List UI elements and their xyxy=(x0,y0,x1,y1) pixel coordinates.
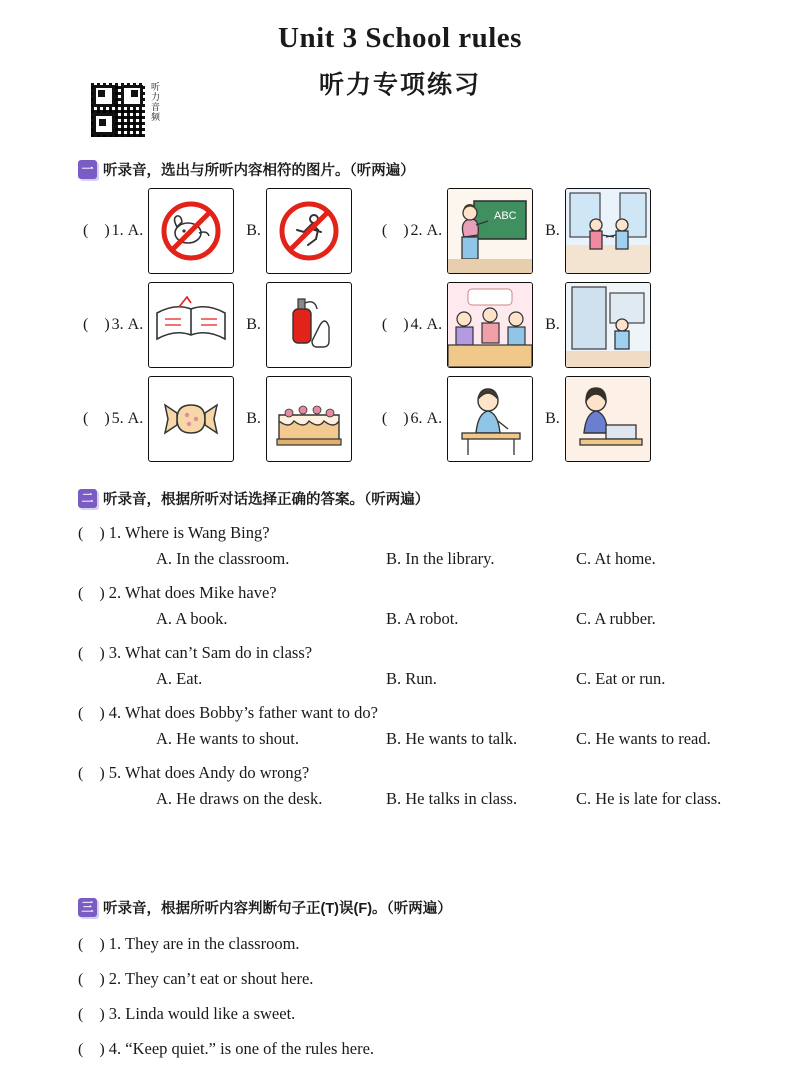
section-3-title: 听录音，根据所听内容判断句子正(T)误(F)。（听两遍） xyxy=(103,901,452,917)
option-label-b: B. xyxy=(246,316,261,333)
option-label-b: B. xyxy=(545,316,560,333)
option-label-a: A. xyxy=(426,410,443,427)
question-number: 3. xyxy=(111,316,124,333)
image-students-shouting-class xyxy=(447,282,533,368)
truefalse-item xyxy=(78,934,778,954)
option-label-b: B. xyxy=(246,410,261,427)
truefalse-item xyxy=(78,969,778,989)
option-label-b: B. xyxy=(545,222,560,239)
section-2-header xyxy=(78,488,788,509)
image-cake xyxy=(266,376,352,462)
option-b[interactable]: B. In the library. xyxy=(386,549,495,568)
item-text: Linda would like a sweet. xyxy=(125,1004,296,1023)
qr-code-icon[interactable] xyxy=(90,82,146,138)
truefalse-item xyxy=(78,1039,778,1059)
section-1-number: 一 xyxy=(78,160,97,179)
answer-blank[interactable]: ( ) xyxy=(381,222,409,239)
answer-blank[interactable]: ( ) xyxy=(78,1006,105,1023)
image-no-running-sign xyxy=(266,188,352,274)
question-line xyxy=(78,763,788,783)
option-label-a: A. xyxy=(426,316,443,333)
question-text: What does Bobby’s father want to do? xyxy=(124,703,378,722)
picture-row xyxy=(78,376,778,462)
option-b[interactable]: B. He talks in class. xyxy=(386,789,518,808)
option-c[interactable]: C. At home. xyxy=(576,549,656,568)
answer-blank[interactable]: ( ) xyxy=(78,585,105,602)
answer-blank[interactable]: ( ) xyxy=(78,645,105,662)
picture-row xyxy=(78,282,778,368)
answer-blank[interactable]: ( ) xyxy=(83,316,110,333)
answer-blank[interactable]: ( ) xyxy=(78,765,105,782)
option-c[interactable]: C. A rubber. xyxy=(576,609,656,628)
item-number: 3. xyxy=(108,1004,122,1023)
qr-label: 听力音频 xyxy=(150,82,160,122)
option-c[interactable]: C. He wants to read. xyxy=(576,729,711,748)
question-text: What can’t Sam do in class? xyxy=(124,643,313,662)
question-number: 5. xyxy=(111,410,124,427)
answer-blank[interactable]: ( ) xyxy=(78,971,105,988)
image-open-book xyxy=(148,282,234,368)
picture-row xyxy=(78,188,778,274)
question-number: 1. xyxy=(111,222,124,239)
option-label-b: B. xyxy=(246,222,261,239)
question-options xyxy=(78,789,788,809)
option-label-a: A. xyxy=(127,222,144,239)
question-number: 6. xyxy=(410,410,423,427)
question-line xyxy=(78,583,788,603)
answer-blank[interactable]: ( ) xyxy=(78,1041,105,1058)
item-number: 1. xyxy=(108,934,122,953)
worksheet-page xyxy=(0,22,800,1089)
item-text: “Keep quiet.” is one of the rules here. xyxy=(125,1039,375,1058)
item-text: They are in the classroom. xyxy=(124,934,300,953)
question-text: What does Mike have? xyxy=(124,583,277,602)
image-students-in-corridor xyxy=(565,188,651,274)
option-a[interactable]: A. He draws on the desk. xyxy=(156,789,323,808)
section-3 xyxy=(78,897,778,1059)
section-3-header xyxy=(78,897,778,918)
image-boy-entering-door xyxy=(565,282,651,368)
option-b[interactable]: B. Run. xyxy=(386,669,437,688)
question-number: 2. xyxy=(410,222,423,239)
option-label-a: A. xyxy=(127,410,144,427)
option-label-b: B. xyxy=(545,410,560,427)
question-line xyxy=(78,523,788,543)
question-options xyxy=(78,729,788,749)
question-line xyxy=(78,643,788,663)
answer-blank[interactable]: ( ) xyxy=(78,525,105,542)
answer-blank[interactable]: ( ) xyxy=(78,705,105,722)
image-fire-extinguisher-hand xyxy=(266,282,352,368)
answer-blank[interactable]: ( ) xyxy=(381,410,409,427)
image-candy xyxy=(148,376,234,462)
option-label-a: A. xyxy=(127,316,144,333)
question-options xyxy=(78,609,788,629)
image-teacher-at-blackboard xyxy=(447,188,533,274)
item-number: 2. xyxy=(108,969,122,988)
section-1 xyxy=(78,159,778,462)
question-options xyxy=(78,549,788,569)
item-text: They can’t eat or shout here. xyxy=(124,969,314,988)
question-text: Where is Wang Bing? xyxy=(124,523,270,542)
option-b[interactable]: B. He wants to talk. xyxy=(386,729,518,748)
question-number: 5. xyxy=(108,763,122,782)
question-text: What does Andy do wrong? xyxy=(124,763,310,782)
answer-blank[interactable]: ( ) xyxy=(381,316,409,333)
page-title: Unit 3 School rules xyxy=(278,22,522,54)
option-label-a: A. xyxy=(426,222,443,239)
section-1-title: 听录音，选出与所听内容相符的图片。（听两遍） xyxy=(103,163,415,179)
option-a[interactable]: A. He wants to shout. xyxy=(156,729,299,748)
image-no-dog-sign xyxy=(148,188,234,274)
section-1-header xyxy=(78,159,778,180)
option-b[interactable]: B. A robot. xyxy=(386,609,459,628)
section-2-title: 听录音，根据所听对话选择正确的答案。（听两遍） xyxy=(103,492,430,508)
option-a[interactable]: A. A book. xyxy=(156,609,228,628)
question-line xyxy=(78,703,788,723)
option-a[interactable]: A. Eat. xyxy=(156,669,203,688)
answer-blank[interactable]: ( ) xyxy=(78,936,105,953)
option-a[interactable]: A. In the classroom. xyxy=(156,549,290,568)
audio-qr-block[interactable] xyxy=(90,82,160,138)
option-c[interactable]: C. He is late for class. xyxy=(576,789,722,808)
question-number: 4. xyxy=(410,316,423,333)
question-options xyxy=(78,669,788,689)
item-number: 4. xyxy=(108,1039,122,1058)
page-subtitle: 听力专项练习 xyxy=(318,71,481,99)
question-number: 1. xyxy=(108,523,122,542)
section-3-number: 三 xyxy=(78,898,97,917)
section-2 xyxy=(78,488,788,809)
answer-blank[interactable]: ( ) xyxy=(83,222,110,239)
answer-blank[interactable]: ( ) xyxy=(83,410,110,427)
section-2-number: 二 xyxy=(78,489,97,508)
question-number: 4. xyxy=(108,703,122,722)
svg-text:ABC: ABC xyxy=(494,210,517,222)
option-c[interactable]: C. Eat or run. xyxy=(576,669,666,688)
question-number: 3. xyxy=(108,643,122,662)
image-boy-writing-at-desk xyxy=(447,376,533,462)
image-girl-at-laptop xyxy=(565,376,651,462)
question-number: 2. xyxy=(108,583,122,602)
truefalse-item xyxy=(78,1004,778,1024)
